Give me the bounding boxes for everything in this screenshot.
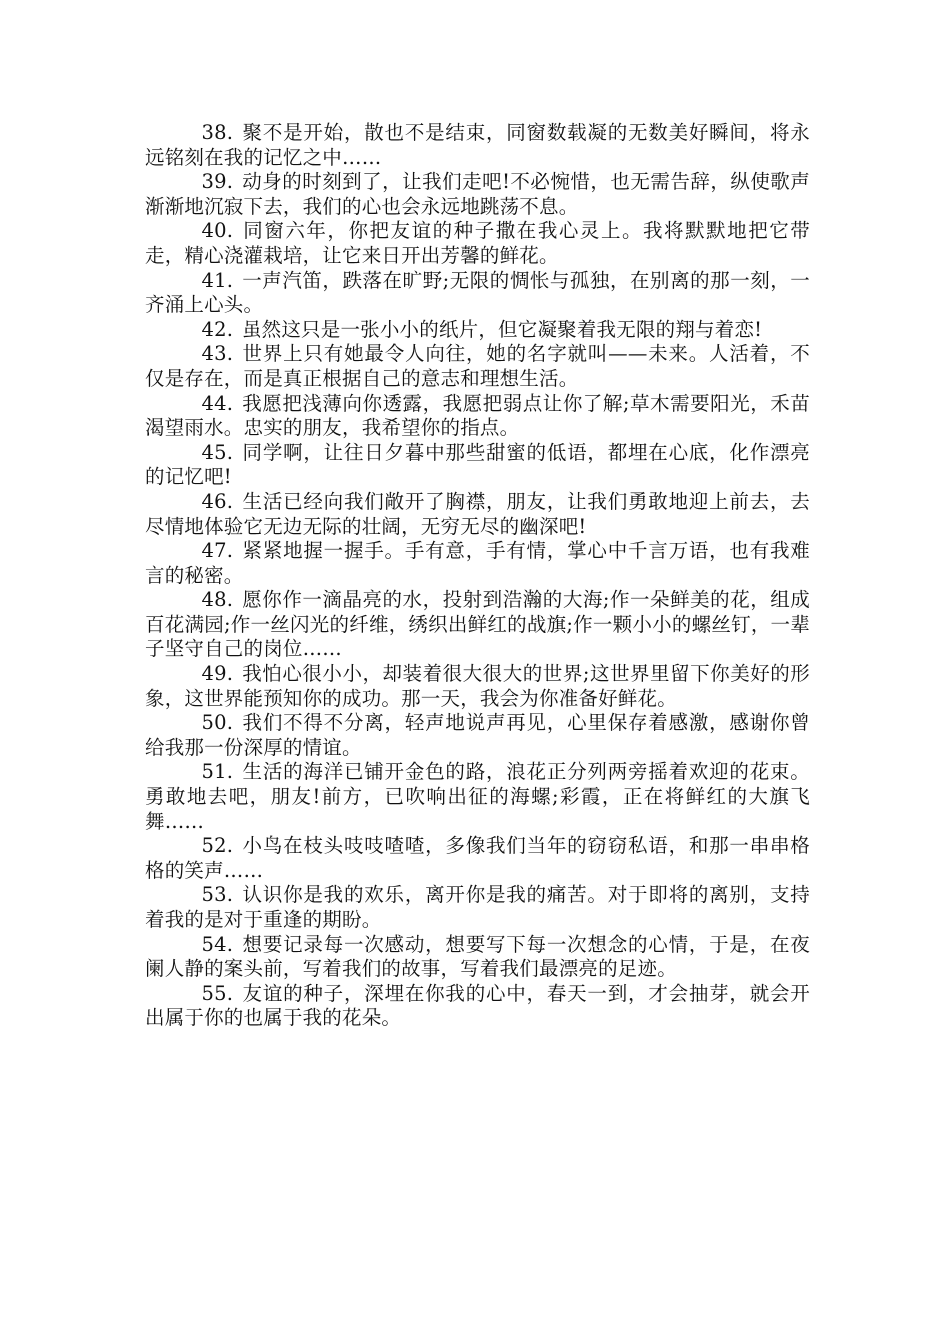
- item-number: 53.: [201, 883, 234, 907]
- item-text: 聚不是开始，散也不是结束，同窗数载凝的无数美好瞬间，将永远铭刻在我的记忆之中……: [145, 121, 810, 169]
- item-number: 47.: [201, 539, 234, 563]
- item-number: 41.: [201, 268, 234, 292]
- item-text: 小鸟在枝头吱吱喳喳，多像我们当年的窃窃私语，和那一串串格格的笑声……: [145, 834, 810, 882]
- paragraph-50: [145, 711, 810, 760]
- item-text: 想要记录每一次感动，想要写下每一次想念的心情，于是，在夜阑人静的案头前，写着我们的故事，写着我们最漂亮的足迹。: [145, 932, 810, 981]
- item-text: 认识你是我的欢乐，离开你是我的痛苦。对于即将的离别，支持着我的是对于重逢的期盼。: [145, 883, 810, 931]
- item-number: 45.: [201, 440, 234, 464]
- item-number: 40.: [201, 219, 234, 243]
- item-number: 46.: [201, 489, 234, 513]
- item-text: 虽然这只是一张小小的纸片，但它凝聚着我无限的翔与着恋!: [241, 317, 763, 341]
- paragraph-42: [145, 318, 810, 343]
- item-number: 44.: [201, 391, 234, 415]
- paragraph-38: [145, 121, 810, 170]
- paragraph-55: [145, 982, 810, 1031]
- paragraph-47: [145, 539, 810, 588]
- paragraph-52: [145, 834, 810, 883]
- item-number: 55.: [201, 981, 234, 1005]
- item-number: 51.: [201, 760, 234, 784]
- paragraph-45: [145, 441, 810, 490]
- item-number: 54.: [201, 932, 234, 956]
- item-text: 同学啊，让往日夕暮中那些甜蜜的低语，都埋在心底，化作漂亮的记忆吧!: [145, 440, 810, 489]
- item-number: 50.: [201, 711, 234, 735]
- paragraph-46: [145, 490, 810, 539]
- paragraph-48: [145, 588, 810, 662]
- item-text: 生活的海洋已铺开金色的路，浪花正分列两旁摇着欢迎的花束。勇敢地去吧，朋友!前方，已吹响出征的海螺;彩霞，正在将鲜红的大旗飞舞……: [145, 760, 810, 833]
- item-text: 同窗六年，你把友谊的种子撒在我心灵上。我将默默地把它带走，精心浇灌栽培，让它来日开出芳馨的鲜花。: [145, 219, 810, 267]
- item-text: 我怕心很小小，却装着很大很大的世界;这世界里留下你美好的形象，这世界能预知你的成功。那一天，我会为你准备好鲜花。: [145, 662, 810, 710]
- item-number: 52.: [201, 834, 234, 858]
- item-text: 我愿把浅薄向你透露，我愿把弱点让你了解;草木需要阳光，禾苗渴望雨水。忠实的朋友，我希望你的指点。: [145, 391, 810, 440]
- item-text: 生活已经向我们敞开了胸襟，朋友，让我们勇敢地迎上前去，去尽情地体验它无边无际的壮阔，无穷无尽的幽深吧!: [145, 489, 810, 538]
- item-text: 一声汽笛，跌落在旷野;无限的惆怅与孤独，在别离的那一刻，一齐涌上心头。: [145, 268, 810, 317]
- item-text: 世界上只有她最令人向往，她的名字就叫——未来。人活着，不仅是存在，而是真正根据自己的意志和理想生活。: [145, 342, 810, 390]
- paragraph-53: [145, 883, 810, 932]
- item-number: 48.: [201, 588, 234, 612]
- item-text: 愿你作一滴晶亮的水，投射到浩瀚的大海;作一朵鲜美的花，组成百花满园;作一丝闪光的纤维，绣织出鲜红的战旗;作一颗小小的螺丝钉，一辈子坚守自己的岗位……: [145, 588, 810, 661]
- item-text: 我们不得不分离，轻声地说声再见，心里保存着感激，感谢你曾给我那一份深厚的情谊。: [145, 711, 810, 759]
- item-number: 43.: [201, 342, 234, 366]
- item-number: 49.: [201, 662, 234, 686]
- item-number: 38.: [201, 121, 234, 144]
- paragraph-44: [145, 392, 810, 441]
- item-text: 紧紧地握一握手。手有意，手有情，掌心中千言万语，也有我难言的秘密。: [145, 539, 810, 587]
- item-text: 动身的时刻到了，让我们走吧!不必惋惜，也无需告辞，纵使歌声渐渐地沉寂下去，我们的心也会永远地跳荡不息。: [145, 170, 810, 218]
- paragraph-43: [145, 342, 810, 391]
- paragraph-54: [145, 933, 810, 982]
- paragraph-41: [145, 269, 810, 318]
- item-number: 42.: [201, 317, 234, 341]
- item-number: 39.: [201, 170, 234, 194]
- document-body: [145, 121, 810, 1031]
- paragraph-39: [145, 170, 810, 219]
- paragraph-40: [145, 219, 810, 268]
- paragraph-51: [145, 760, 810, 834]
- item-text: 友谊的种子，深埋在你我的心中，春天一到，才会抽芽，就会开出属于你的也属于我的花朵。: [145, 981, 810, 1030]
- paragraph-49: [145, 662, 810, 711]
